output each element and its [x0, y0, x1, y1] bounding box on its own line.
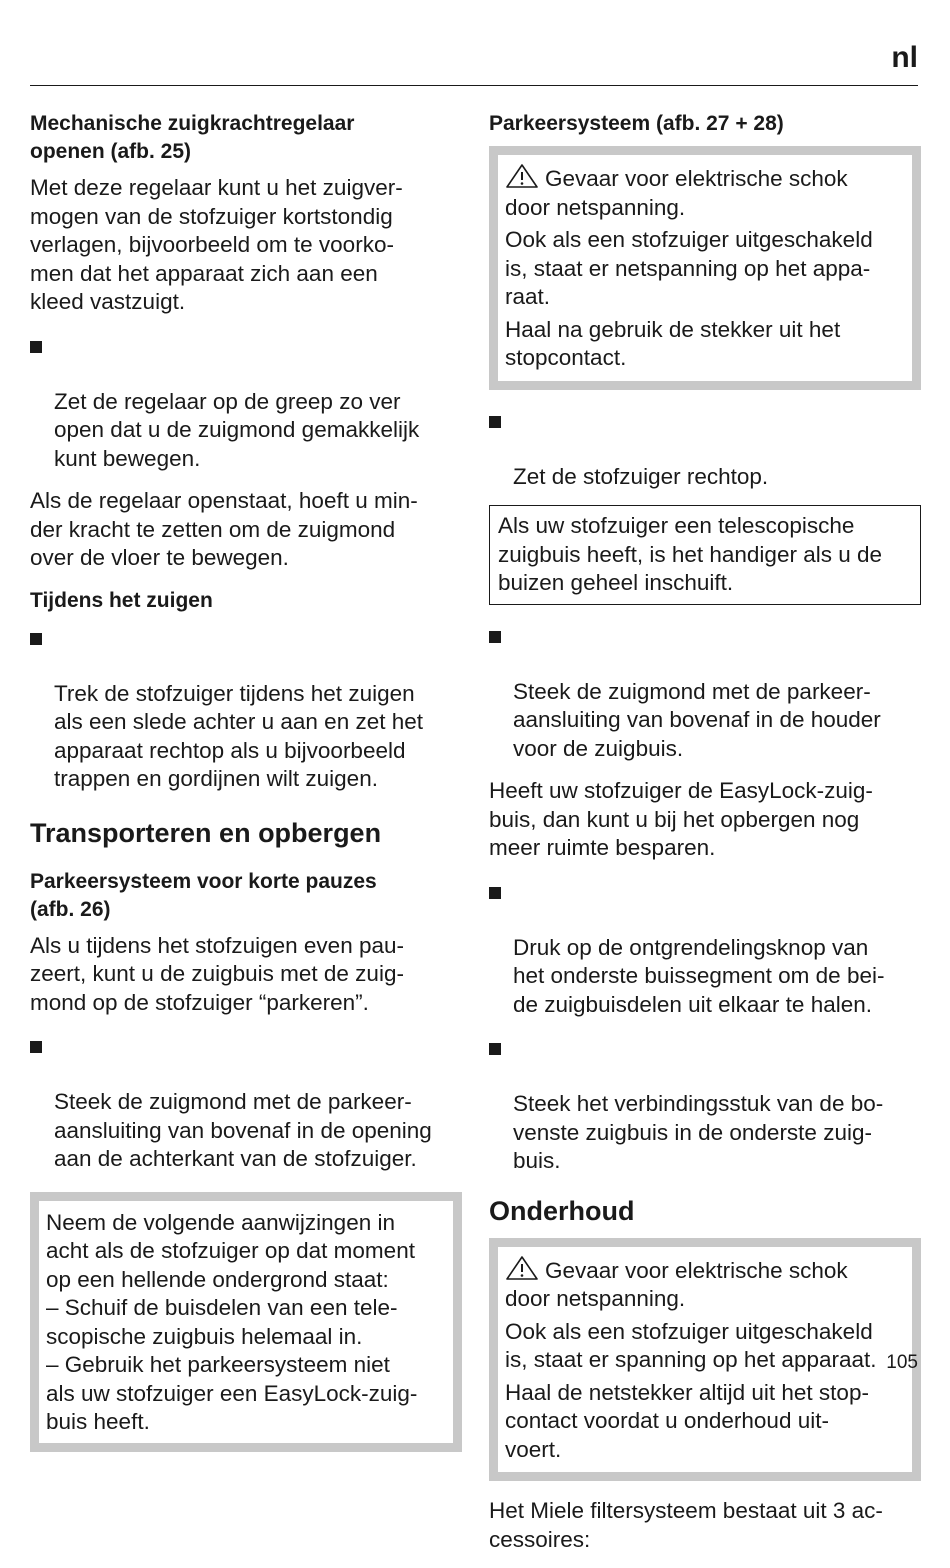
warning-text: Gevaar voor elektrische schok door netspanning. — [505, 1257, 848, 1311]
bullet-text: Druk op de ontgrendelingsknop van het onderste buissegment om de bei- de zuigbuisdelen uit elkaar te halen. — [513, 934, 885, 1017]
bullet-text: Zet de stofzuiger rechtop. — [513, 463, 769, 489]
bullet-item-regulator — [30, 331, 462, 474]
note-box-slope — [30, 1192, 462, 1452]
warning-text: Gevaar voor elektrische schok door netspanning. — [505, 166, 848, 220]
section-title-parking-system: Parkeersysteem (afb. 27 + 28) — [489, 112, 784, 135]
warning-triangle-icon — [505, 1255, 539, 1281]
bullet-item-connector — [489, 1033, 921, 1176]
note-text: Neem de volgende aanwijzingen in acht als de stofzuiger op dat moment op een hellende ondergrond staat: – Schuif de buisdelen van een tele- scopische zuigbuis helemaal in. – Gebruik het parkeersysteem niet als uw stofzuiger een EasyLock-zuig- buis heeft. — [46, 1209, 418, 1434]
warning-line-2: Ook als een stofzuiger uitgeschakeld is, staat er spanning op het apparaat. — [505, 1318, 877, 1372]
warning-triangle-icon — [505, 163, 539, 189]
right-column — [489, 110, 921, 1568]
warning-line-1 — [505, 163, 905, 222]
bullet-text: Zet de regelaar op de greep zo ver open dat u de zuigmond gemakkelijk kunt bewegen. — [54, 388, 420, 471]
bullet-text: Steek het verbindingsstuk van de bo- venste zuigbuis in de onderste zuig- buis. — [513, 1091, 884, 1173]
note-text: Als uw stofzuiger een telescopische zuigbuis heeft, is het handiger als u de buizen geheel inschuift. — [498, 513, 883, 595]
square-bullet-icon — [489, 416, 501, 428]
left-column — [30, 110, 462, 1452]
warning-line-3: Haal na gebruik de stekker uit het stopcontact. — [505, 316, 841, 370]
bullet-text: Steek de zuigmond met de parkeer- aansluiting van bovenaf in de opening aan de achterkant van de stofzuiger. — [54, 1089, 432, 1171]
language-tag: nl — [891, 41, 918, 74]
bullet-item-upright — [489, 406, 921, 492]
bullet-item-parking-insert — [30, 1031, 462, 1174]
warning-line-2: Ook als een stofzuiger uitgeschakeld is, staat er netspanning op het appa- raat. — [505, 227, 873, 309]
heading-transport-storage: Transporteren en opbergen — [30, 817, 382, 848]
section-title-suction-regulator: Mechanische zuigkrachtregelaar openen (afb. 25) — [30, 112, 355, 163]
bullet-text: Trek de stofzuiger tijdens het zuigen als een slede achter u aan en zet het apparaat rechtop als u bijvoorbeeld trappen en gordijnen wilt zuigen. — [54, 680, 424, 791]
warning-line-3: Haal de netstekker altijd uit het stop- contact voordat u onderhoud uit- voert. — [505, 1379, 869, 1462]
bullet-text: Steek de zuigmond met de parkeer- aansluiting van bovenaf in de houder voor de zuigbuis. — [513, 678, 881, 761]
square-bullet-icon — [30, 341, 42, 353]
note-box-telescopic — [489, 505, 921, 605]
paragraph-regulator-intro: Met deze regelaar kunt u het zuigver- mogen van de stofzuiger kortstondig verlagen, bijvoorbeeld om te voorko- men dat het apparaat zich aan een kleed vastzuigt. — [30, 175, 403, 314]
square-bullet-icon — [30, 1041, 42, 1053]
warning-line-1 — [505, 1255, 905, 1314]
paragraph-filter-system: Het Miele filtersysteem bestaat uit 3 ac- cessoires: — [489, 1498, 883, 1552]
heading-maintenance: Onderhoud — [489, 1195, 635, 1226]
square-bullet-icon — [489, 1043, 501, 1055]
paragraph-easylock: Heeft uw stofzuiger de EasyLock-zuig- buis, dan kunt u bij het opbergen nog meer ruimte besparen. — [489, 778, 873, 860]
section-title-parking-short-pauses: Parkeersysteem voor korte pauzes (afb. 26) — [30, 869, 377, 921]
paragraph-parking-intro: Als u tijdens het stofzuigen even pau- zeert, kunt u de zuigbuis met de zuig- mond op de stofzuiger “parkeren”. — [30, 932, 404, 1015]
square-bullet-icon — [489, 887, 501, 899]
paragraph-regulator-open: Als de regelaar openstaat, hoeft u min- der kracht te zetten om de zuigmond over de vloer te bewegen. — [30, 488, 418, 570]
square-bullet-icon — [30, 633, 42, 645]
square-bullet-icon — [489, 631, 501, 643]
bullet-item-during-vacuuming — [30, 623, 462, 794]
page-number: 105 — [886, 1352, 918, 1373]
bullet-item-release-button — [489, 877, 921, 1020]
warning-box-maintenance — [489, 1238, 921, 1482]
section-title-during-vacuuming: Tijdens het zuigen — [30, 588, 213, 612]
header-rule — [30, 85, 918, 86]
bullet-item-parking-holder — [489, 621, 921, 764]
warning-box-mains-voltage — [489, 146, 921, 390]
